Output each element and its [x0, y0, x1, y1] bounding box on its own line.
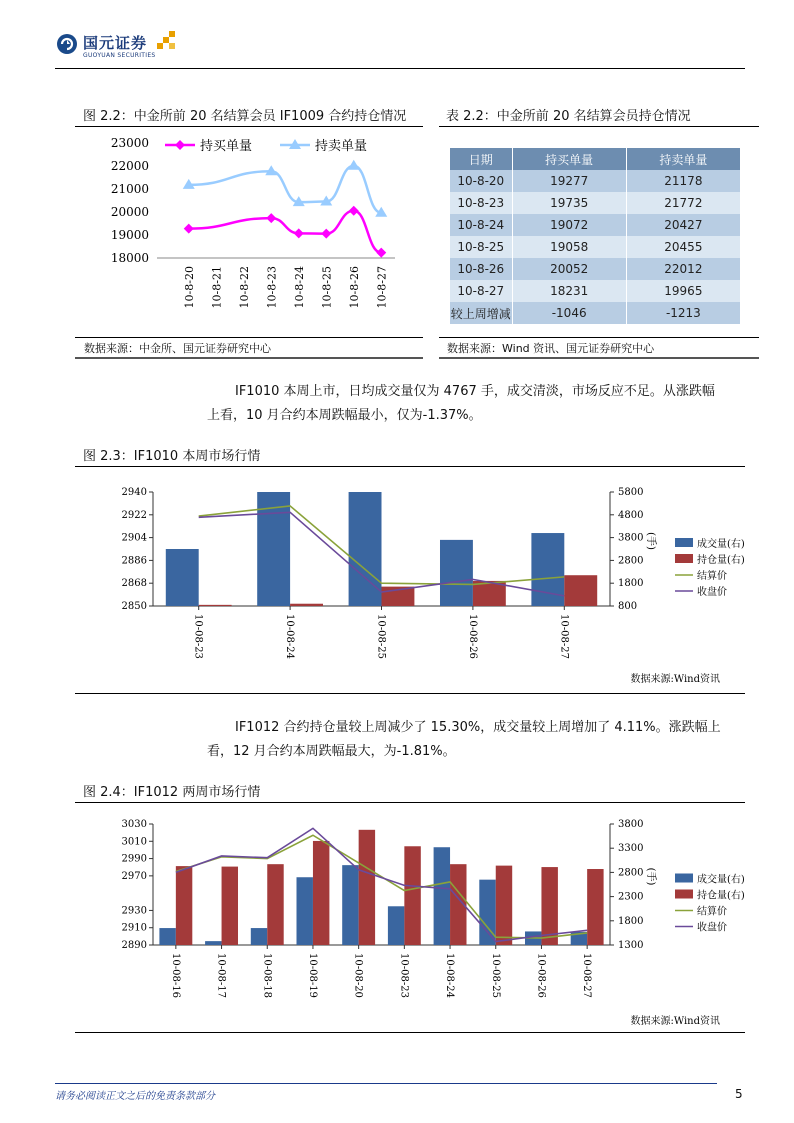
x-tick-label: 10-08-24 [284, 614, 296, 659]
legend-label: 持买单量 [200, 139, 253, 154]
legend-label: 成交量(右) [697, 539, 745, 550]
fig24-source: 数据来源:Wind资讯 [630, 1016, 720, 1027]
right-tick-label: 1800 [618, 915, 644, 927]
data-point-buy [294, 228, 304, 238]
volume-bar [440, 540, 473, 606]
x-tick-label: 10-8-27 [375, 266, 389, 309]
x-tick-label: 10-08-23 [398, 953, 410, 998]
y-tick-label: 18000 [110, 251, 149, 265]
table-row [450, 214, 740, 236]
left-tick-label: 2904 [121, 532, 147, 544]
page-number: 5 [735, 1087, 743, 1101]
volume-bar [388, 906, 404, 945]
table-header-cell: 持买单量 [512, 148, 626, 170]
fig24-chart [75, 804, 745, 1030]
left-tick-label: 2868 [121, 578, 147, 590]
table-cell: 19072 [512, 214, 626, 236]
table-cell: 21178 [626, 170, 740, 192]
table-cell: 18231 [512, 280, 626, 302]
fig23-top-rule [75, 466, 745, 467]
x-tick-label: 10-8-20 [182, 266, 196, 309]
fig22-source-rule [75, 357, 423, 359]
right-tick-label: 2800 [618, 555, 644, 567]
table-cell: 10-8-26 [450, 258, 512, 280]
table-row [450, 170, 740, 192]
table-cell: 22012 [626, 258, 740, 280]
data-point-buy [349, 206, 359, 216]
table-cell: 10-8-20 [450, 170, 512, 192]
table-cell: 19058 [512, 236, 626, 258]
fig24-bottom-rule [75, 1032, 745, 1033]
table-row [450, 192, 740, 214]
table-row [450, 236, 740, 258]
table-cell: 10-8-24 [450, 214, 512, 236]
legend-label: 持仓量(右) [697, 555, 745, 566]
open-interest-bar [587, 869, 603, 945]
fig22-source: 数据来源：中金所、国元证券研究中心 [84, 342, 271, 355]
company-logo [55, 30, 185, 66]
volume-bar [205, 941, 221, 945]
open-interest-bar [199, 605, 232, 606]
x-tick-label: 10-8-21 [210, 266, 224, 309]
fig23-source: 数据来源:Wind资讯 [630, 674, 720, 685]
data-point-sell [348, 160, 360, 170]
open-interest-bar [313, 841, 329, 945]
paragraph-1-line-1: IF1010 本周上市，日均成交量仅为 4767 手，成交清淡，市场反应不足。从涨跌幅 [235, 384, 715, 399]
x-tick-label: 10-08-25 [375, 614, 387, 659]
x-tick-label: 10-08-27 [558, 614, 570, 659]
open-interest-bar [267, 864, 283, 945]
logo-squares-icon [157, 31, 179, 53]
left-tick-label: 2922 [121, 509, 147, 521]
x-tick-label: 10-08-26 [466, 614, 478, 659]
legend-swatch [675, 874, 693, 883]
volume-bar [342, 865, 358, 945]
right-tick-label: 1300 [618, 940, 644, 951]
legend-label: 收盘价 [697, 922, 727, 934]
left-tick-label: 3030 [121, 819, 147, 830]
right-tick-label: 2300 [618, 891, 644, 903]
x-tick-label: 10-08-19 [306, 953, 318, 998]
fig24-title: 图 2.4：IF1012 两周市场行情 [83, 785, 261, 800]
right-tick-label: 1800 [618, 578, 644, 590]
legend-label: 持仓量(右) [697, 890, 745, 902]
company-name-cn: 国元证券 [83, 34, 148, 52]
x-tick-label: 10-8-22 [237, 266, 251, 309]
fig22-title: 图 2.2：中金所前 20 名结算会员 IF1009 合约持仓情况 [83, 109, 407, 124]
table-cell: 较上周增减 [450, 302, 512, 324]
x-tick-label: 10-08-17 [215, 953, 227, 998]
left-tick-label: 2930 [121, 905, 147, 917]
series-line-buy [189, 211, 382, 253]
fig23-title: 图 2.3：IF1010 本周市场行情 [83, 449, 261, 464]
volume-bar [251, 928, 267, 945]
x-tick-label: 10-08-18 [261, 953, 273, 998]
legend-marker [175, 140, 185, 150]
x-tick-label: 10-08-27 [581, 953, 593, 998]
table-cell: -1046 [512, 302, 626, 324]
right-tick-label: 3800 [618, 819, 644, 830]
volume-bar [296, 877, 312, 945]
tab22-source: 数据来源：Wind 资讯、国元证券研究中心 [447, 342, 655, 355]
table-header-cell: 持卖单量 [626, 148, 740, 170]
table-cell: 20052 [512, 258, 626, 280]
footer-rule [55, 1083, 717, 1084]
left-tick-label: 2910 [121, 922, 147, 934]
fig23-bottom-rule [75, 693, 745, 694]
table-cell: 20427 [626, 214, 740, 236]
volume-bar [159, 928, 175, 945]
header-rule [55, 68, 745, 69]
x-tick-label: 10-08-16 [169, 953, 181, 998]
fig22-top-rule [75, 126, 423, 127]
left-tick-label: 2990 [121, 853, 147, 865]
x-tick-label: 10-08-23 [192, 614, 204, 659]
series-line-sell [189, 166, 382, 213]
fig22-bottom-rule [75, 337, 423, 338]
table-cell: 19735 [512, 192, 626, 214]
table-row [450, 280, 740, 302]
x-tick-label: 10-8-25 [320, 266, 334, 309]
left-tick-label: 2940 [121, 487, 147, 498]
left-tick-label: 2970 [121, 870, 147, 882]
fig24-top-rule [75, 802, 745, 803]
left-tick-label: 3010 [121, 836, 147, 848]
data-point-buy [266, 213, 276, 223]
legend-label: 持卖单量 [315, 139, 368, 154]
x-tick-label: 10-8-26 [347, 266, 361, 309]
y-tick-label: 21000 [110, 182, 149, 196]
right-tick-label: 3300 [618, 843, 644, 855]
legend-swatch [675, 538, 693, 547]
legend-label: 结算价 [697, 906, 727, 918]
right-tick-label: 800 [618, 601, 638, 612]
x-tick-label: 10-08-25 [489, 953, 501, 998]
legend-swatch [675, 554, 693, 563]
open-interest-bar [222, 867, 238, 945]
right-axis-unit: (手) [645, 532, 656, 550]
open-interest-bar [290, 604, 323, 606]
paragraph-2-line-2: 看，12 月合约本周跌幅最大，为-1.81%。 [207, 744, 456, 759]
table-header-row [450, 148, 740, 170]
right-tick-label: 2800 [618, 867, 644, 879]
position-table [450, 148, 740, 324]
x-tick-label: 10-8-24 [292, 266, 306, 309]
y-tick-label: 22000 [110, 159, 149, 173]
x-tick-label: 10-08-26 [535, 953, 547, 998]
left-tick-label: 2850 [121, 601, 147, 612]
tab22-title: 表 2.2：中金所前 20 名结算会员持仓情况 [446, 109, 691, 124]
right-tick-label: 4800 [618, 509, 644, 521]
y-tick-label: 20000 [110, 205, 149, 219]
table-row [450, 258, 740, 280]
x-tick-label: 10-8-23 [265, 266, 279, 309]
y-tick-label: 19000 [110, 228, 149, 242]
tab22-bottom-rule [439, 337, 759, 338]
open-interest-bar [496, 866, 512, 945]
data-point-buy [321, 229, 331, 239]
volume-bar [166, 549, 199, 606]
tab22-top-rule [439, 126, 759, 127]
logo-icon [55, 32, 79, 56]
fig22-chart [75, 128, 423, 336]
table-cell: 19277 [512, 170, 626, 192]
right-tick-label: 3800 [618, 532, 644, 544]
tab22-source-rule [439, 357, 759, 359]
data-point-buy [376, 248, 386, 258]
paragraph-1-line-2: 上看，10 月合约本周跌幅最小，仅为-1.37%。 [207, 408, 482, 423]
footer-disclaimer: 请务必阅读正文之后的免责条款部分 [55, 1091, 215, 1102]
open-interest-bar [176, 866, 192, 945]
legend-label: 收盘价 [697, 587, 727, 598]
x-tick-label: 10-08-20 [352, 953, 364, 998]
table-cell: 10-8-23 [450, 192, 512, 214]
legend-swatch [675, 890, 693, 899]
table-cell: 10-8-27 [450, 280, 512, 302]
left-tick-label: 2886 [121, 555, 147, 567]
open-interest-bar [564, 575, 597, 606]
left-tick-label: 2890 [121, 940, 147, 951]
volume-bar [434, 847, 450, 945]
table-header-cell: 日期 [450, 148, 512, 170]
company-name-en: GUOYUAN SECURITIES [83, 52, 156, 59]
table-cell: 21772 [626, 192, 740, 214]
fig23-chart [75, 468, 745, 688]
open-interest-bar [404, 846, 420, 945]
y-tick-label: 23000 [110, 136, 149, 150]
legend-label: 成交量(右) [697, 874, 745, 886]
table-cell: -1213 [626, 302, 740, 324]
table-cell: 19965 [626, 280, 740, 302]
data-point-buy [184, 224, 194, 234]
legend-label: 结算价 [697, 571, 727, 582]
volume-bar [349, 492, 382, 606]
table-row [450, 302, 740, 324]
x-tick-label: 10-08-24 [444, 953, 456, 998]
table-cell: 20455 [626, 236, 740, 258]
right-tick-label: 5800 [618, 487, 644, 498]
paragraph-2-line-1: IF1012 合约持仓量较上周减少了 15.30%，成交量较上周增加了 4.11%。涨跌幅上 [235, 720, 721, 735]
open-interest-bar [359, 830, 375, 945]
table-cell: 10-8-25 [450, 236, 512, 258]
right-axis-unit: (手) [645, 867, 656, 886]
